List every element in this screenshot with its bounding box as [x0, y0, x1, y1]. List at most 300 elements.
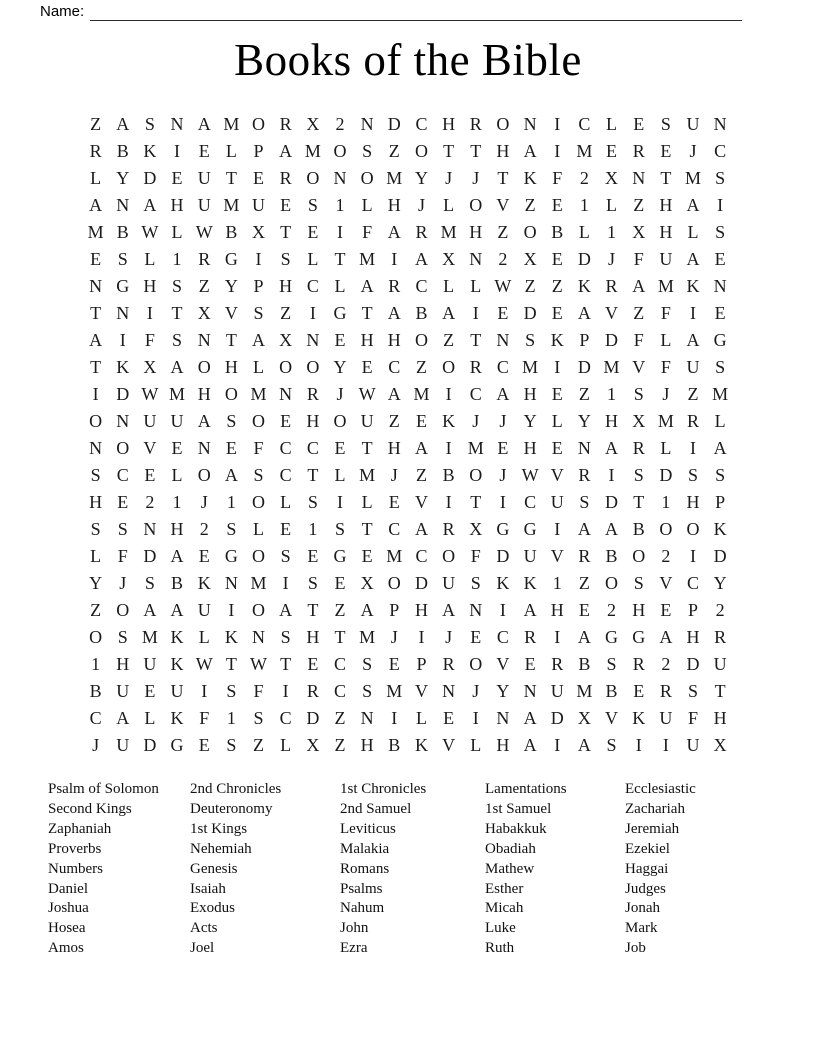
grid-cell: S: [226, 411, 237, 431]
grid-cell: R: [632, 141, 645, 161]
grid-cell: F: [660, 303, 671, 323]
grid-cell: L: [253, 357, 265, 377]
grid-cell: H: [387, 195, 401, 215]
grid-cell: I: [146, 303, 153, 323]
grid-cell: R: [714, 627, 727, 647]
grid-cell: Z: [90, 600, 102, 620]
word-list-item: 1st Kings: [190, 820, 248, 837]
grid-cell: R: [388, 276, 401, 296]
word-list-item: 2nd Chronicles: [190, 781, 282, 797]
grid-cell: C: [279, 465, 292, 485]
grid-cell: M: [576, 141, 593, 161]
grid-cell: S: [715, 357, 726, 377]
grid-cell: G: [632, 627, 646, 647]
grid-cell: S: [470, 573, 481, 593]
grid-cell: I: [717, 195, 724, 215]
grid-cell: A: [116, 708, 130, 728]
grid-cell: H: [143, 276, 157, 296]
grid-cell: L: [361, 195, 373, 215]
grid-cell: R: [632, 438, 645, 458]
grid-cell: O: [333, 411, 347, 431]
grid-cell: H: [306, 411, 320, 431]
grid-cell: A: [197, 411, 211, 431]
word-list-column: [48, 780, 190, 959]
grid-cell: G: [496, 519, 510, 539]
grid-cell: R: [415, 222, 428, 242]
grid-cell: Z: [253, 735, 265, 755]
word-list-item: Ecclesiastic: [625, 781, 696, 797]
word-list-item: Isaiah: [190, 880, 226, 897]
grid-cell: J: [336, 384, 344, 404]
grid-cell: 1: [172, 249, 182, 269]
grid-cell: A: [632, 276, 646, 296]
grid-cell: A: [659, 627, 673, 647]
grid-cell: D: [686, 654, 700, 674]
grid-cell: Z: [388, 141, 400, 161]
grid-cell: E: [551, 438, 563, 458]
grid-cell: A: [686, 195, 700, 215]
grid-cell: R: [469, 357, 482, 377]
grid-cell: I: [554, 735, 561, 755]
grid-cell: E: [443, 708, 455, 728]
grid-cell: R: [551, 654, 564, 674]
word-list-item: 1st Samuel: [485, 800, 552, 817]
grid-cell: M: [250, 384, 267, 404]
grid-cell: G: [116, 276, 130, 296]
grid-cell: M: [250, 573, 267, 593]
word-list-item: Obadiah: [485, 840, 536, 857]
grid-cell: G: [170, 735, 184, 755]
grid-cell: N: [197, 330, 211, 350]
grid-cell: U: [686, 357, 700, 377]
grid-cell: A: [143, 600, 157, 620]
grid-cell: S: [90, 465, 101, 485]
grid-cell: G: [333, 303, 347, 323]
grid-cell: Z: [524, 195, 536, 215]
grid-cell: M: [440, 222, 457, 242]
grid-cell: S: [633, 573, 644, 593]
grid-cell: U: [143, 411, 157, 431]
word-list-item: John: [340, 920, 369, 937]
grid-cell: M: [386, 168, 403, 188]
grid-cell: L: [551, 411, 563, 431]
grid-cell: C: [415, 276, 428, 296]
name-label: Name:: [40, 3, 85, 20]
grid-cell: F: [470, 546, 481, 566]
grid-cell: R: [442, 519, 455, 539]
grid-cell: S: [715, 222, 726, 242]
grid-cell: O: [197, 465, 211, 485]
grid-cell: T: [714, 681, 726, 701]
grid-cell: 2: [498, 249, 508, 269]
grid-cell: Y: [414, 168, 428, 188]
grid-cell: A: [577, 735, 591, 755]
grid-cell: K: [170, 627, 184, 647]
grid-cell: S: [144, 114, 155, 134]
grid-cell: F: [362, 222, 373, 242]
grid-cell: L: [171, 465, 183, 485]
grid-cell: N: [523, 681, 537, 701]
grid-cell: U: [686, 114, 700, 134]
grid-cell: F: [253, 681, 264, 701]
grid-cell: O: [632, 546, 646, 566]
grid-cell: N: [577, 438, 591, 458]
name-blank-line: [90, 2, 742, 21]
grid-cell: O: [659, 519, 673, 539]
grid-cell: T: [280, 222, 292, 242]
word-list-item: Numbers: [48, 860, 103, 877]
grid-cell: K: [550, 330, 564, 350]
grid-cell: 1: [308, 519, 318, 539]
grid-cell: L: [225, 141, 237, 161]
grid-cell: N: [197, 438, 211, 458]
grid-cell: Z: [524, 276, 536, 296]
word-list-item: 1st Chronicles: [340, 781, 427, 797]
grid-cell: O: [252, 600, 266, 620]
grid-cell: I: [662, 735, 669, 755]
grid-cell: E: [144, 681, 156, 701]
grid-cell: H: [605, 411, 619, 431]
grid-cell: 2: [579, 168, 589, 188]
grid-cell: A: [686, 330, 700, 350]
grid-cell: O: [252, 411, 266, 431]
grid-cell: E: [117, 492, 129, 512]
grid-cell: N: [252, 627, 266, 647]
grid-cell: E: [253, 168, 265, 188]
grid-cell: C: [578, 114, 591, 134]
grid-cell: X: [605, 168, 619, 188]
grid-cell: H: [659, 195, 673, 215]
grid-cell: W: [494, 276, 512, 296]
grid-cell: R: [687, 411, 700, 431]
grid-cell: Z: [633, 303, 645, 323]
grid-cell: L: [90, 546, 102, 566]
grid-cell: C: [415, 546, 428, 566]
grid-cell: 2: [335, 114, 345, 134]
grid-cell: V: [605, 303, 619, 323]
grid-cell: R: [605, 276, 618, 296]
grid-cell: N: [306, 330, 320, 350]
grid-cell: E: [551, 195, 563, 215]
grid-cell: O: [252, 546, 266, 566]
grid-cell: E: [551, 303, 563, 323]
word-list-item: Mathew: [485, 860, 535, 877]
grid-cell: B: [225, 222, 238, 242]
grid-cell: O: [252, 492, 266, 512]
grid-cell: X: [306, 735, 320, 755]
grid-cell: H: [387, 438, 401, 458]
grid-cell: H: [523, 438, 537, 458]
grid-cell: P: [253, 276, 264, 296]
word-list-item: Joshua: [48, 900, 89, 917]
word-list-item: Judges: [625, 880, 666, 897]
word-list-item: Genesis: [190, 860, 238, 877]
grid-cell: C: [306, 438, 319, 458]
grid-cell: L: [470, 276, 482, 296]
grid-cell: T: [225, 654, 237, 674]
grid-cell: X: [143, 357, 157, 377]
grid-cell: A: [279, 600, 293, 620]
grid-cell: K: [577, 276, 591, 296]
grid-cell: A: [89, 330, 103, 350]
word-list-item: Malakia: [340, 840, 390, 857]
grid-cell: B: [632, 519, 645, 539]
grid-cell: I: [282, 681, 289, 701]
word-list-item: Haggai: [625, 860, 669, 877]
grid-cell: J: [689, 141, 697, 161]
word-list-item: Mark: [625, 920, 658, 937]
word-list-item: Lamentations: [485, 781, 567, 797]
grid-cell: P: [715, 492, 726, 512]
grid-cell: E: [660, 141, 672, 161]
grid-cell: T: [307, 465, 319, 485]
grid-cell: E: [334, 438, 346, 458]
grid-cell: J: [662, 384, 670, 404]
word-list-item: Micah: [485, 900, 524, 917]
grid-cell: Y: [577, 411, 591, 431]
grid-cell: Z: [578, 573, 590, 593]
grid-cell: 1: [579, 195, 589, 215]
grid-cell: W: [195, 222, 213, 242]
grid-cell: T: [361, 303, 373, 323]
grid-cell: L: [253, 519, 265, 539]
grid-cell: N: [116, 195, 130, 215]
grid-cell: T: [361, 438, 373, 458]
grid-cell: B: [578, 654, 591, 674]
grid-cell: A: [605, 519, 619, 539]
grid-cell: W: [358, 384, 376, 404]
word-list-item: Esther: [485, 880, 524, 897]
grid-cell: B: [442, 465, 455, 485]
grid-cell: S: [226, 735, 237, 755]
grid-cell: E: [171, 438, 183, 458]
grid-cell: E: [198, 141, 210, 161]
grid-cell: V: [143, 438, 157, 458]
grid-cell: X: [523, 249, 537, 269]
grid-cell: T: [660, 168, 672, 188]
grid-cell: H: [686, 492, 700, 512]
grid-cell: F: [117, 546, 128, 566]
grid-cell: 1: [661, 492, 671, 512]
grid-cell: K: [713, 519, 727, 539]
grid-cell: D: [143, 735, 157, 755]
grid-cell: L: [578, 222, 590, 242]
grid-cell: N: [143, 519, 157, 539]
grid-cell: A: [496, 384, 510, 404]
grid-cell: S: [633, 384, 644, 404]
grid-cell: C: [496, 627, 509, 647]
grid-cell: A: [577, 303, 591, 323]
grid-cell: X: [713, 735, 727, 755]
grid-cell: I: [499, 492, 506, 512]
grid-cell: L: [90, 168, 102, 188]
grid-cell: P: [389, 600, 400, 620]
grid-cell: O: [306, 357, 320, 377]
grid-cell: E: [415, 411, 427, 431]
grid-cell: Z: [633, 195, 645, 215]
grid-cell: C: [279, 708, 292, 728]
grid-cell: E: [606, 141, 618, 161]
word-list-column: [340, 780, 485, 959]
grid-cell: T: [225, 168, 237, 188]
grid-cell: M: [223, 195, 240, 215]
grid-cell: E: [388, 654, 400, 674]
grid-cell: F: [633, 330, 644, 350]
grid-cell: A: [577, 519, 591, 539]
grid-cell: S: [253, 303, 264, 323]
grid-cell: E: [334, 573, 346, 593]
grid-cell: C: [333, 654, 346, 674]
grid-cell: 1: [226, 492, 236, 512]
grid-cell: G: [224, 546, 238, 566]
grid-cell: I: [228, 600, 235, 620]
grid-cell: E: [551, 249, 563, 269]
grid-cell: I: [255, 249, 262, 269]
grid-cell: L: [687, 222, 699, 242]
grid-cell: D: [496, 546, 510, 566]
grid-cell: H: [659, 222, 673, 242]
grid-cell: C: [687, 573, 700, 593]
grid-cell: L: [334, 276, 346, 296]
grid-cell: C: [388, 357, 401, 377]
grid-cell: V: [659, 573, 673, 593]
grid-cell: T: [90, 303, 102, 323]
grid-cell: E: [171, 168, 183, 188]
grid-cell: A: [387, 303, 401, 323]
grid-cell: 2: [661, 654, 671, 674]
grid-cell: O: [442, 357, 456, 377]
grid-cell: O: [686, 519, 700, 539]
grid-cell: T: [497, 168, 509, 188]
grid-cell: V: [496, 195, 510, 215]
grid-cell: L: [307, 249, 319, 269]
grid-cell: K: [496, 573, 510, 593]
grid-cell: N: [523, 114, 537, 134]
word-list-item: Acts: [190, 920, 218, 937]
grid-cell: S: [606, 735, 617, 755]
grid-cell: V: [414, 681, 428, 701]
grid-cell: H: [523, 384, 537, 404]
grid-cell: L: [443, 276, 455, 296]
grid-cell: D: [387, 114, 401, 134]
grid-cell: X: [360, 573, 374, 593]
grid-cell: R: [578, 465, 591, 485]
grid-cell: Z: [687, 384, 699, 404]
grid-cell: Y: [713, 573, 727, 593]
grid-cell: K: [686, 276, 700, 296]
word-list-item: Exodus: [190, 900, 235, 917]
grid-cell: A: [442, 600, 456, 620]
grid-cell: Z: [551, 276, 563, 296]
grid-cell: A: [442, 303, 456, 323]
grid-cell: M: [603, 357, 620, 377]
grid-cell: O: [469, 195, 483, 215]
grid-cell: N: [116, 303, 130, 323]
grid-cell: C: [524, 492, 537, 512]
grid-cell: Y: [89, 573, 103, 593]
grid-cell: K: [170, 708, 184, 728]
grid-cell: D: [523, 303, 537, 323]
grid-cell: S: [688, 681, 699, 701]
grid-cell: A: [170, 546, 184, 566]
grid-cell: G: [713, 330, 727, 350]
grid-cell: N: [442, 681, 456, 701]
grid-cell: K: [197, 573, 211, 593]
grid-cell: L: [334, 465, 346, 485]
grid-cell: M: [304, 141, 321, 161]
grid-cell: S: [90, 519, 101, 539]
grid-cell: 1: [172, 492, 182, 512]
grid-cell: J: [390, 627, 398, 647]
grid-cell: I: [499, 600, 506, 620]
grid-cell: G: [523, 519, 537, 539]
grid-cell: X: [442, 249, 456, 269]
grid-cell: E: [497, 303, 509, 323]
grid-cell: D: [713, 546, 727, 566]
grid-cell: S: [334, 519, 345, 539]
grid-cell: T: [307, 600, 319, 620]
word-list: [48, 780, 775, 959]
grid-cell: R: [279, 114, 292, 134]
grid-cell: A: [224, 465, 238, 485]
grid-cell: K: [523, 573, 537, 593]
grid-cell: N: [496, 330, 510, 350]
grid-cell: R: [306, 681, 319, 701]
grid-cell: B: [89, 681, 102, 701]
grid-cell: U: [197, 168, 211, 188]
grid-cell: A: [414, 249, 428, 269]
grid-cell: T: [225, 330, 237, 350]
grid-cell: N: [89, 438, 103, 458]
grid-cell: N: [632, 168, 646, 188]
grid-cell: F: [688, 708, 699, 728]
grid-cell: M: [359, 465, 376, 485]
grid-cell: S: [226, 519, 237, 539]
grid-cell: G: [605, 627, 619, 647]
grid-cell: S: [280, 249, 291, 269]
grid-cell: 1: [226, 708, 236, 728]
grid-cell: T: [443, 141, 455, 161]
grid-cell: I: [391, 708, 398, 728]
grid-cell: I: [282, 573, 289, 593]
grid-cell: E: [714, 249, 726, 269]
grid-cell: A: [414, 438, 428, 458]
grid-cell: M: [359, 249, 376, 269]
grid-cell: S: [117, 519, 128, 539]
grid-cell: U: [116, 681, 130, 701]
grid-cell: H: [89, 492, 103, 512]
grid-cell: B: [605, 546, 618, 566]
grid-cell: E: [198, 735, 210, 755]
grid-cell: I: [472, 303, 479, 323]
word-list-item: Hosea: [48, 920, 86, 937]
grid-cell: T: [470, 141, 482, 161]
grid-cell: D: [550, 708, 564, 728]
grid-cell: J: [445, 168, 453, 188]
grid-cell: T: [171, 303, 183, 323]
grid-cell: Z: [578, 384, 590, 404]
grid-cell: L: [443, 195, 455, 215]
grid-cell: V: [605, 708, 619, 728]
grid-cell: U: [442, 573, 456, 593]
grid-cell: N: [170, 114, 184, 134]
word-list-item: Nahum: [340, 900, 385, 917]
grid-cell: R: [198, 249, 211, 269]
grid-cell: B: [388, 735, 401, 755]
grid-cell: M: [712, 384, 729, 404]
grid-cell: H: [306, 627, 320, 647]
grid-cell: X: [469, 519, 483, 539]
